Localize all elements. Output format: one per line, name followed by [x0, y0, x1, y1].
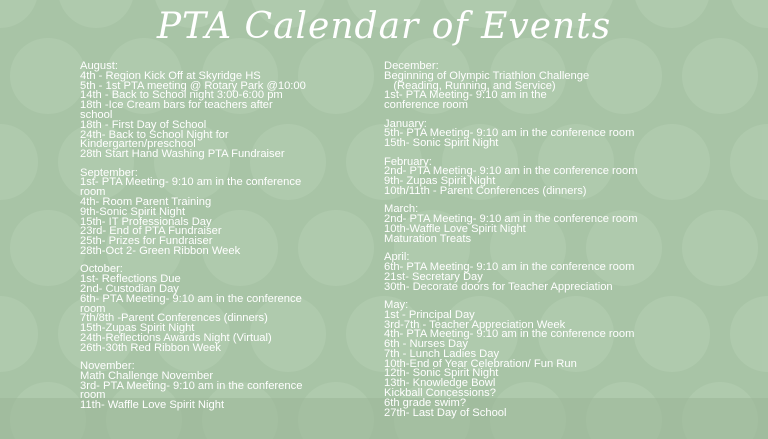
month-heading: August:	[80, 60, 118, 72]
event-line: room	[80, 389, 106, 402]
decorative-circle	[10, 38, 86, 114]
month-section	[80, 362, 380, 411]
event-line: 2nd- Custodian Day	[80, 282, 179, 295]
event-line: Kickball Concessions?	[384, 387, 496, 400]
event-line: 18th - First Day of School	[80, 118, 207, 131]
decorative-circle	[10, 210, 86, 286]
event-line: 13th- Knowledge Bowl	[384, 377, 496, 390]
month-section	[80, 62, 380, 160]
decorative-circle	[0, 296, 38, 372]
event-line: 1st- PTA Meeting- 9:10 am in the	[384, 89, 547, 102]
event-line: 6th- PTA Meeting- 9:10 am in the conference room	[384, 260, 635, 273]
event-line: 9th- Zupas Spirit Night	[384, 175, 496, 188]
month-heading: November:	[80, 360, 135, 373]
event-line: room	[80, 302, 106, 315]
month-section	[384, 253, 684, 292]
event-line: 2nd- PTA Meeting- 9:10 am in the conference room	[384, 165, 638, 178]
month-section	[384, 155, 684, 197]
event-line: 4th- PTA Meeting- 9:10 am in the conference room	[384, 328, 635, 341]
event-line: school	[80, 108, 113, 121]
month-section	[384, 117, 684, 150]
event-line: (Reading, Running, and Service)	[384, 79, 556, 92]
page-title: PTA Calendar of Events	[156, 6, 612, 47]
month-heading: May:	[384, 298, 409, 311]
event-line: 1st- Reflections Due	[80, 273, 181, 286]
month-section	[384, 62, 684, 111]
event-line: 5th - 1st PTA meeting @ Rotary Park @10:00	[80, 79, 306, 92]
event-line: 10th-End of Year Celebration/ Fun Run	[384, 357, 577, 370]
event-line: Beginning of Olympic Triathlon Challenge	[384, 69, 590, 82]
event-line: 30th- Decorate doors for Teacher Appreciation	[384, 280, 613, 293]
event-line: 23rd- End of PTA Fundraiser	[80, 225, 222, 238]
event-line: conference room	[384, 99, 468, 112]
event-line: 11th- Waffle Love Spirit Night	[80, 399, 225, 412]
event-line: 24th- Back to School Night for	[80, 128, 229, 141]
event-line: 14th - Back to School night 3:00-6:00 pm	[80, 89, 283, 102]
event-line: 28th-Oct 2- Green Ribbon Week	[80, 244, 241, 257]
event-line: 6th- PTA Meeting- 9:10 am in the conference	[80, 292, 302, 305]
month-heading: January:	[384, 117, 427, 130]
event-line: 4th - Region Kick Off at Skyridge HS	[80, 69, 261, 82]
event-line: 1st- PTA Meeting- 9:10 am in the conference	[80, 176, 302, 189]
event-line: 7th - Lunch Ladies Day	[384, 347, 500, 360]
event-line: 9th-Sonic Spirit Night	[80, 205, 186, 218]
event-line: 18th -Ice Cream bars for teachers after	[80, 99, 273, 112]
decorative-circle	[682, 210, 758, 286]
event-line: 10th-Waffle Love Spirit Night	[384, 222, 526, 235]
month-heading: October:	[80, 263, 123, 276]
month-heading: December:	[384, 60, 439, 72]
event-line: Maturation Treats	[384, 232, 472, 245]
event-line: 12th- Sonic Spirit Night	[384, 367, 499, 380]
event-line: 5th- PTA Meeting- 9:10 am in the conference room	[384, 127, 635, 140]
decorative-circle	[682, 38, 758, 114]
right-event-column	[384, 62, 684, 427]
event-line: 1st - Principal Day	[384, 308, 475, 321]
month-heading: September:	[80, 166, 138, 179]
event-line: 15th- Sonic Spirit Night	[384, 137, 499, 150]
event-line: 3rd- PTA Meeting- 9:10 am in the conference	[80, 379, 303, 392]
month-heading: February:	[384, 155, 432, 168]
event-line: 6th grade swim?	[384, 396, 467, 409]
month-section	[384, 298, 684, 419]
event-line: 6th - Nurses Day	[384, 338, 468, 351]
event-line: 24th-Reflections Awards Night (Virtual)	[80, 331, 272, 344]
event-line: 7th/8th -Parent Conferences (dinners)	[80, 312, 268, 325]
event-line: 10th/11th - Parent Conferences (dinners)	[384, 184, 587, 197]
event-line: 28th Start Hand Washing PTA Fundraiser	[80, 148, 285, 161]
left-event-column	[80, 62, 380, 420]
event-line: Kindergarten/preschool	[80, 138, 196, 151]
month-section	[384, 205, 684, 244]
month-section	[80, 166, 380, 257]
event-line: 27th- Last Day of School	[384, 406, 507, 419]
event-line: 15th- IT Professionals Day	[80, 215, 212, 228]
event-line: room	[80, 186, 106, 199]
event-line: 25th- Prizes for Fundraiser	[80, 235, 213, 248]
month-heading: April:	[384, 251, 410, 264]
event-line: 15th-Zupas Spirit Night	[80, 322, 195, 335]
decorative-circle	[730, 296, 768, 372]
month-heading: March:	[384, 203, 419, 216]
decorative-circle	[0, 124, 38, 200]
event-line: Math Challenge November	[80, 369, 214, 382]
event-line: 3rd-7th - Teacher Appreciation Week	[384, 318, 566, 331]
event-line: 2nd- PTA Meeting- 9:10 am in the conference room	[384, 213, 638, 226]
event-line: 26th-30th Red Ribbon Week	[80, 341, 221, 354]
event-line: 4th- Room Parent Training	[80, 195, 212, 208]
event-line: 21st- Secretary Day	[384, 270, 483, 283]
decorative-circle	[730, 124, 768, 200]
month-section	[80, 265, 380, 353]
